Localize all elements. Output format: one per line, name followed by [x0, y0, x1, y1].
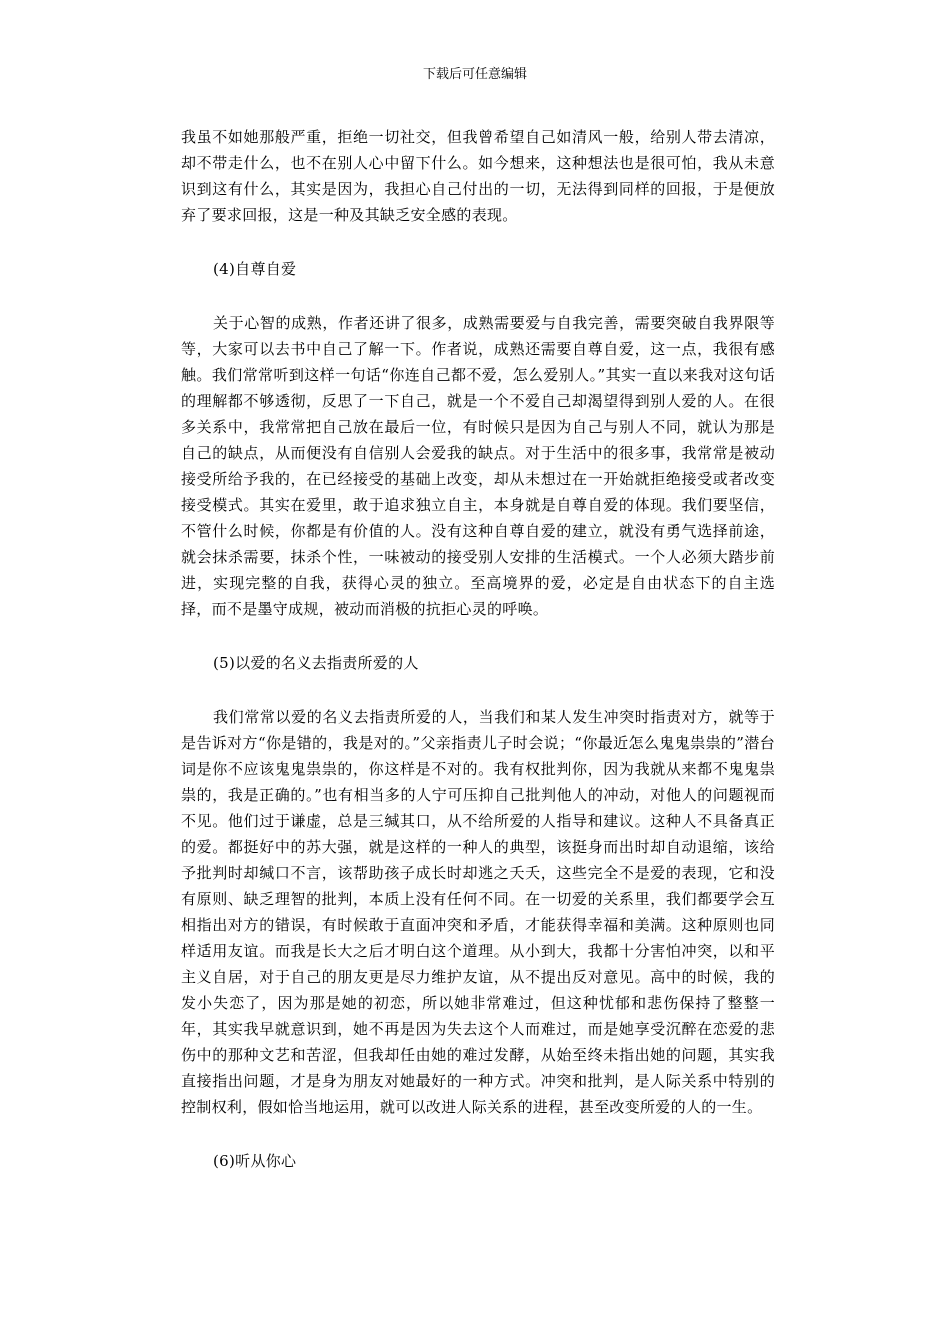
section-heading-6: (6)听从你心 — [213, 1152, 297, 1170]
paragraph-criticism: 我们常常以爱的名义去指责所爱的人，当我们和某人发生冲突时指责对方，就等于是告诉对方“你是错的，我是对的。”父亲指责儿子时会说；“你最近怎么鬼鬼祟祟的”潜台词是你不应该鬼鬼祟祟的，你这样是不对的。我有权批判你，因为我就从来都不鬼鬼祟祟的，我是正确的。”也有相当多的人宁可压抑自己批判他人的冲动，对他人的问题视而不见。他们过于谦虚，总是三缄其口，从不给所爱的人指导和建议。这种人不具备真正的爱。都挺好中的苏大强，就是这样的一种人的典型，该挺身而出时却自动退缩，该给予批判时却缄口不言，该帮助孩子成长时却逃之夭夭，这些完全不是爱的表现，它和没有原则、缺乏理智的批判，本质上没有任何不同。在一切爱的关系里，我们都要学会互相指出对方的错误，有时候敢于直面冲突和矛盾，才能获得幸福和美满。这种原则也同样适用友谊。而我是长大之后才明白这个道理。从小到大，我都十分害怕冲突，以和平主义自居，对于自己的朋友更是尽力维护友谊，从不提出反对意见。高中的时候，我的发小失恋了，因为那是她的初恋，所以她非常难过，但这种忧郁和悲伤保持了整整一年，其实我早就意识到，她不再是因为失去这个人而难过，而是她享受沉醉在恋爱的悲伤中的那种文艺和苦涩，但我却任由她的难过发酵，从始至终未指出她的问题，其实我直接指出问题，才是身为朋友对她最好的一种方式。冲突和批判，是人际关系中特别的控制权利，假如恰当地运用，就可以改进人际关系的进程，甚至改变所爱的人的一生。 — [181, 708, 775, 1116]
document-body — [181, 124, 775, 1202]
page-header: 下载后可任意编辑 — [422, 67, 527, 82]
section-heading-4: (4)自尊自爱 — [213, 260, 297, 278]
section-heading-5: (5)以爱的名义去指责所爱的人 — [213, 654, 419, 672]
paragraph-self-respect: 关于心智的成熟，作者还讲了很多，成熟需要爱与自我完善，需要突破自我界限等等，大家可以去书中自己了解一下。作者说，成熟还需要自尊自爱，这一点，我很有感触。我们常常听到这样一句话“你连自己都不爱，怎么爱别人。”其实一直以来我对这句话的理解都不够透彻，反思了一下自己，就是一个不爱自己却渴望得到别人爱的人。在很多关系中，我常常把自己放在最后一位，有时候只是因为自己与别人不同，就认为那是自己的缺点，从而便没有自信别人会爱我的缺点。对于生活中的很多事，我常常是被动接受所给予我的，在已经接受的基础上改变，却从未想过在一开始就拒绝接受或者改变接受模式。其实在爱里，敢于追求独立自主，本身就是自尊自爱的体现。我们要坚信，不管什么时候，你都是有价值的人。没有这种自尊自爱的建立，就没有勇气选择前途，就会抹杀需要，抹杀个性，一味被动的接受别人安排的生活模式。一个人必须大踏步前进，实现完整的自我，获得心灵的独立。至高境界的爱，必定是自由状态下的自主选择，而不是墨守成规，被动而消极的抗拒心灵的呼唤。 — [181, 314, 775, 618]
paragraph-intro: 我虽不如她那般严重，拒绝一切社交，但我曾希望自己如清风一般，给别人带去清凉，却不带走什么，也不在别人心中留下什么。如今想来，这种想法也是很可怕，我从未意识到这有什么，其实是因为，我担心自己付出的一切，无法得到同样的回报，于是便放弃了要求回报，这是一种及其缺乏安全感的表现。 — [181, 128, 775, 224]
